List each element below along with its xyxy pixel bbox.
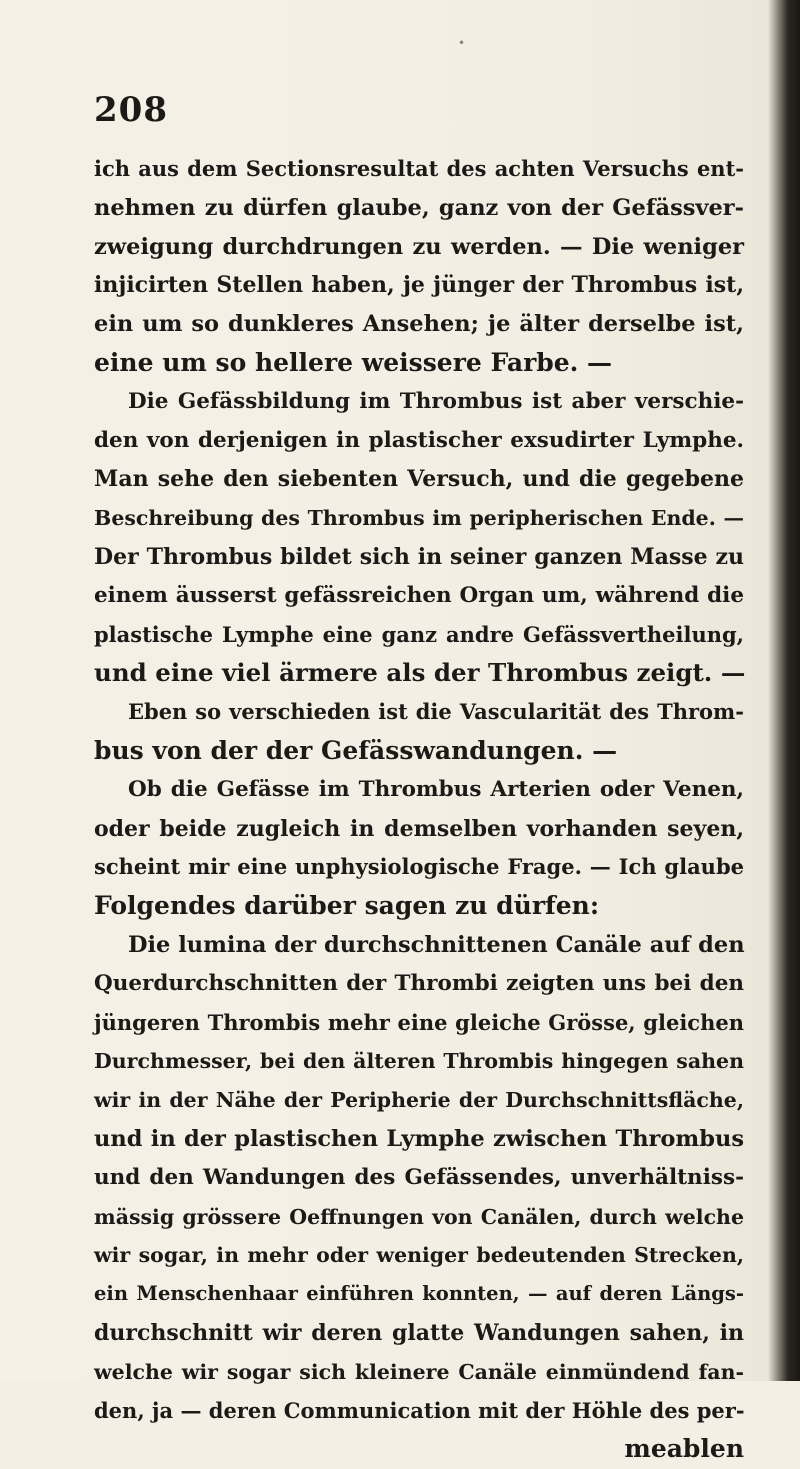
text-line: und in der plastischen Lymphe zwischen Thrombus [94,1125,744,1152]
text-line: injicirten Stellen haben, je jünger der Thrombus ist, [94,272,744,299]
text-line: Man sehe den siebenten Versuch, und die gegebene [94,466,744,493]
text-line: plastische Lymphe eine ganz andre Gefässvertheilung, [94,621,744,647]
text-line: scheint mir eine unphysiologische Frage. — Ich glaube [94,854,744,880]
text-line: ein Menschenhaar einführen konnten, — auf deren Längs- [94,1282,744,1306]
text-line: oder beide zugleich in demselben vorhanden seyen, [94,815,744,842]
print-speck: • [458,36,466,50]
text-line: Ob die Gefässe im Thrombus Arterien oder Venen, [128,776,744,802]
text-line: wir sogar, in mehr oder weniger bedeutenden Strecken, [94,1243,744,1268]
text-line: eine um so hellere weissere Farbe. — [94,347,613,377]
page-number: 208 [94,90,168,130]
catchword: meablen [624,1434,744,1464]
text-line: mässig grössere Oeffnungen von Canälen, durch welche [94,1204,744,1229]
text-line: Die lumina der durchschnittenen Canäle auf den [128,931,745,958]
text-line: und den Wandungen des Gefässendes, unverhältniss- [94,1164,744,1190]
text-line: Durchmesser, bei den älteren Thrombis hingegen sahen [94,1049,744,1074]
text-line: Folgendes darüber sagen zu dürfen: [94,891,600,921]
text-line: Der Thrombus bildet sich in seiner ganzen Masse zu [94,543,744,570]
text-line: zweigung durchdrungen zu werden. — Die weniger [94,233,744,260]
text-line: jüngeren Thrombis mehr eine gleiche Grösse, gleichen [94,1009,744,1035]
text-line: nehmen zu dürfen glaube, ganz von der Gefässver- [94,194,744,221]
text-line: einem äusserst gefässreichen Organ um, während die [94,582,744,608]
body-text [94,150,744,1469]
text-line: Beschreibung des Thrombus im peripherischen Ende. — [94,506,744,531]
text-line: Querdurchschnitten der Thrombi zeigten uns bei den [94,970,744,996]
text-line: den, ja — deren Communication mit der Höhle des per- [94,1397,745,1423]
text-line: wir in der Nähe der Peripherie der Durchschnittsfläche, [94,1088,744,1113]
text-line: welche wir sogar sich kleinere Canäle einmündend fan- [94,1359,744,1384]
text-line: Die Gefässbildung im Thrombus ist aber verschie- [128,388,744,414]
text-line: ein um so dunkleres Ansehen; je älter derselbe ist, [94,311,744,338]
text-line: den von derjenigen in plastischer exsudirter Lymphe. [94,427,744,453]
text-line: ich aus dem Sectionsresultat des achten Versuchs ent- [94,156,744,181]
text-line: bus von der der Gefässwandungen. — [94,735,618,765]
text-line: durchschnitt wir deren glatte Wandungen sahen, in [94,1319,744,1346]
text-line: Eben so verschieden ist die Vascularität des Throm- [128,699,744,725]
text-line: und eine viel ärmere als der Thrombus zeigt. — [94,658,746,688]
